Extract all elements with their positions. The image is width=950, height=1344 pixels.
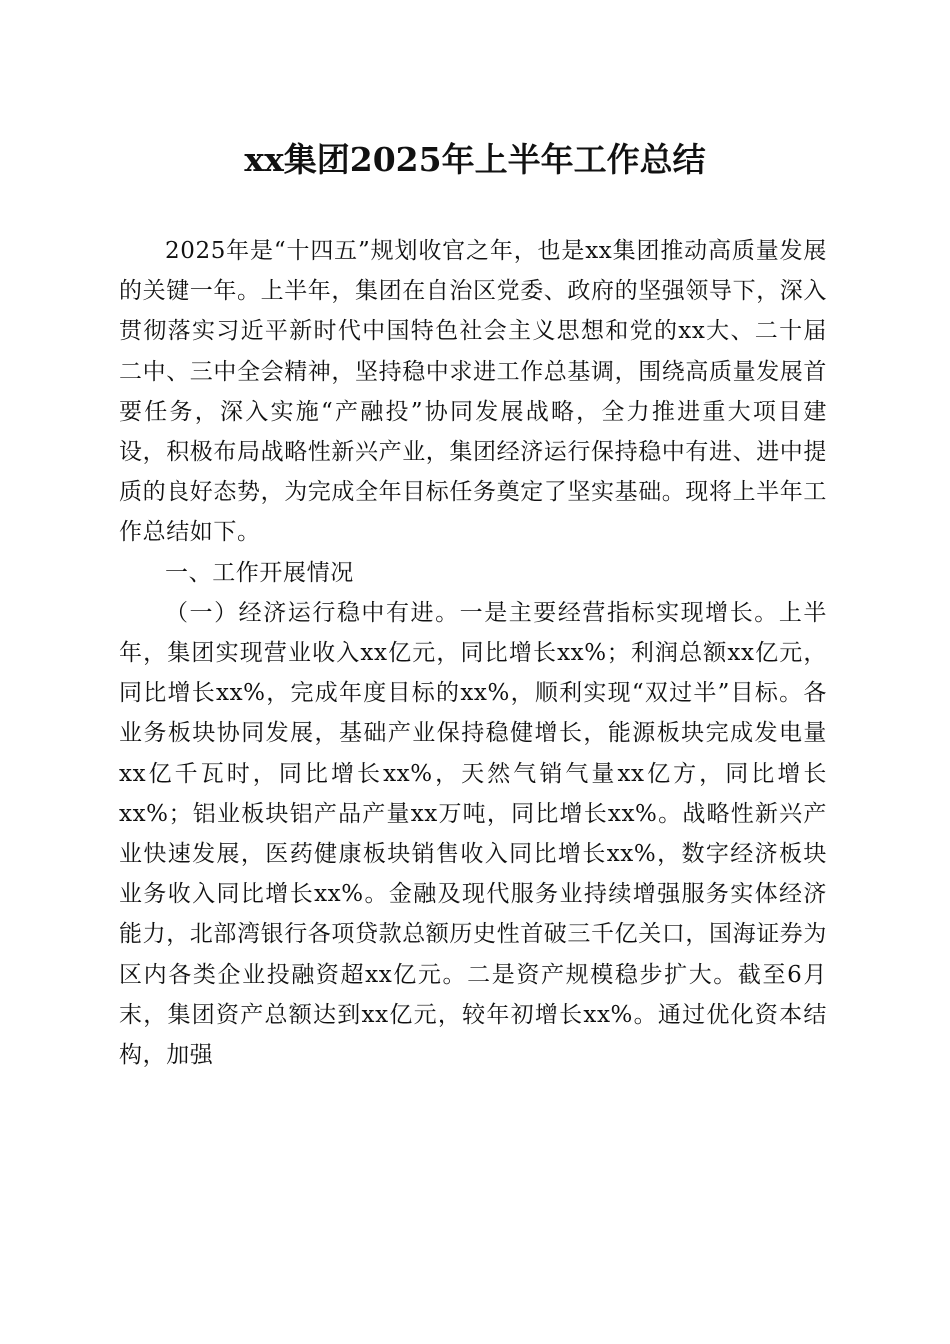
section-paragraph: （一）经济运行稳中有进。一是主要经营指标实现增长。上半年，集团实现营业收入xx亿元，同比增长xx%；利润总额xx亿元，同比增长xx%，完成年度目标的xx%，顺利实现“双过半”目标。各业务板块协同发展，基础产业保持稳健增长，能源板块完成发电量xx亿千瓦时，同比增长xx%，天然气销气量xx亿方，同比增长xx%；铝业板块铝产品产量xx万吨，同比增长xx%。战略性新兴产业快速发展，医药健康板块销售收入同比增长xx%，数字经济板块业务收入同比增长xx%。金融及现代服务业持续增强服务实体经济能力，北部湾银行各项贷款总额历史性首破三千亿关口，国海证券为区内各类企业投融资超xx亿元。二是资产规模稳步扩大。截至6月末，集团资产总额达到xx亿元，较年初增长xx%。通过优化资本结构，加强 [119,599,827,1069]
intro-paragraph: 2025年是“十四五”规划收官之年，也是xx集团推动高质量发展的关键一年。上半年，集团在自治区党委、政府的坚强领导下，深入贯彻落实习近平新时代中国特色社会主义思想和党的xx大、二十届二中、三中全会精神，坚持稳中求进工作总基调，围绕高质量发展首要任务，深入实施“产融投”协同发展战略，全力推进重大项目建设，积极布局战略性新兴产业，集团经济运行保持稳中有进、进中提质的良好态势，为完成全年目标任务奠定了坚实基础。现将上半年工作总结如下。 [119,238,827,546]
document-body [119,231,827,1075]
document-title: xx集团2025年上半年工作总结 [244,140,706,179]
section-heading: 一、工作开展情况 [165,559,354,586]
